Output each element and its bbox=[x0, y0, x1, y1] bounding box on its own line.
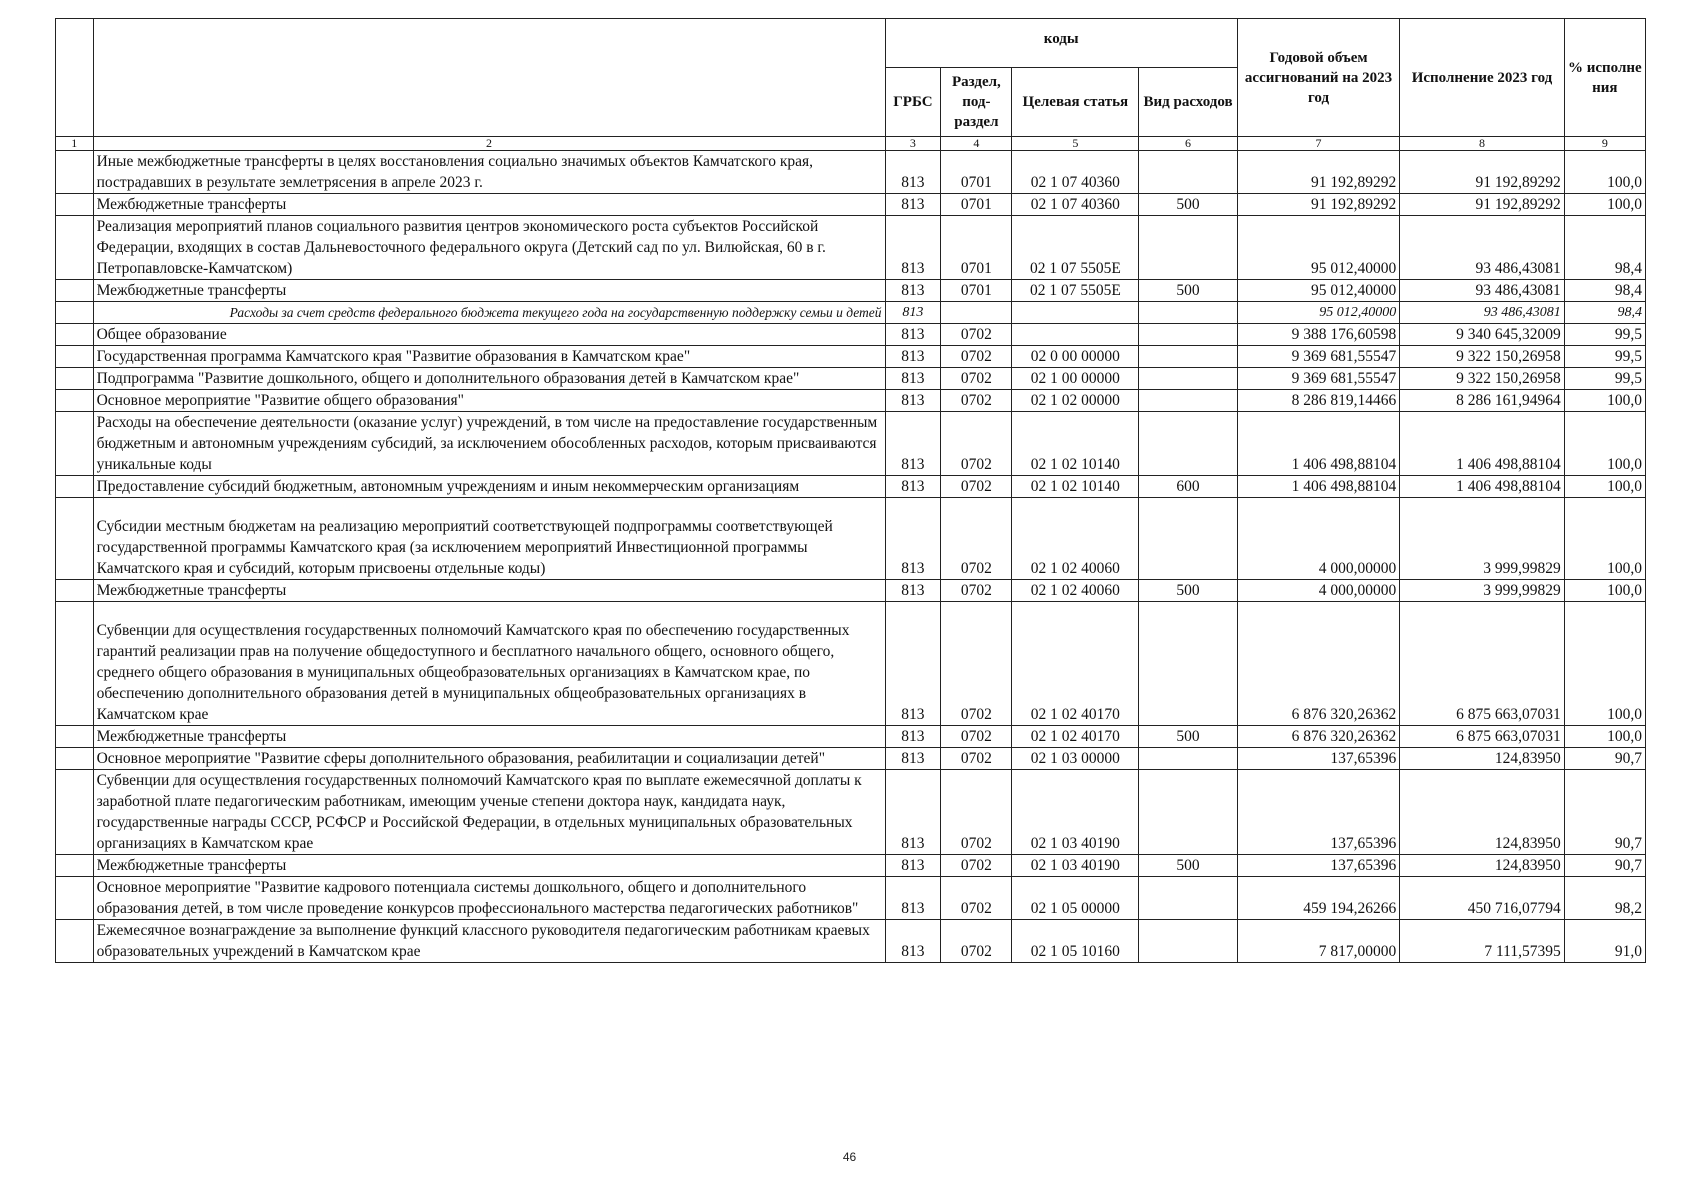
row-annual-amount: 459 194,26266 bbox=[1237, 877, 1399, 920]
row-index-cell bbox=[56, 324, 94, 346]
row-expense-type: 500 bbox=[1139, 726, 1237, 748]
row-execution-percent: 100,0 bbox=[1564, 580, 1645, 602]
row-execution-amount: 124,83950 bbox=[1400, 748, 1564, 770]
table-row bbox=[56, 602, 1646, 726]
row-grbs: 813 bbox=[885, 390, 941, 412]
row-name: Подпрограмма "Развитие дошкольного, общего и дополнительного образования детей в Камчатском крае" bbox=[93, 368, 885, 390]
column-number: 6 bbox=[1139, 137, 1237, 151]
row-execution-amount: 93 486,43081 bbox=[1400, 302, 1564, 324]
table-row bbox=[56, 877, 1646, 920]
table-row bbox=[56, 748, 1646, 770]
header-annual: Годовой объем ассигнований на 2023 год bbox=[1237, 19, 1399, 137]
row-grbs: 813 bbox=[885, 151, 941, 194]
row-execution-percent: 100,0 bbox=[1564, 390, 1645, 412]
row-section: 0701 bbox=[941, 280, 1012, 302]
row-execution-amount: 93 486,43081 bbox=[1400, 280, 1564, 302]
table-row bbox=[56, 346, 1646, 368]
row-target-article: 02 1 02 10140 bbox=[1012, 476, 1139, 498]
table-row bbox=[56, 476, 1646, 498]
row-grbs: 813 bbox=[885, 920, 941, 963]
row-execution-percent: 98,4 bbox=[1564, 216, 1645, 280]
row-expense-type bbox=[1139, 920, 1237, 963]
row-annual-amount: 91 192,89292 bbox=[1237, 194, 1399, 216]
row-expense-type: 500 bbox=[1139, 855, 1237, 877]
row-name: Общее образование bbox=[93, 324, 885, 346]
row-name: Межбюджетные трансферты bbox=[93, 580, 885, 602]
row-annual-amount: 9 369 681,55547 bbox=[1237, 346, 1399, 368]
row-execution-amount: 3 999,99829 bbox=[1400, 580, 1564, 602]
row-grbs: 813 bbox=[885, 280, 941, 302]
header-name bbox=[93, 19, 885, 137]
row-expense-type bbox=[1139, 324, 1237, 346]
row-grbs: 813 bbox=[885, 602, 941, 726]
column-number: 8 bbox=[1400, 137, 1564, 151]
row-index-cell bbox=[56, 151, 94, 194]
row-name: Межбюджетные трансферты bbox=[93, 855, 885, 877]
row-grbs: 813 bbox=[885, 346, 941, 368]
row-target-article: 02 1 03 00000 bbox=[1012, 748, 1139, 770]
row-execution-amount: 7 111,57395 bbox=[1400, 920, 1564, 963]
row-name: Субвенции для осуществления государственных полномочий Камчатского края по выплате ежемесячной доплаты к заработной плате педагогическим работникам, имеющим ученые степени доктора наук, кандидата наук, государственные награды СССР, РСФСР и Российской Федерации, в отдельных муниципальных образовательных организациях в Камчатском крае bbox=[93, 770, 885, 855]
row-annual-amount: 9 369 681,55547 bbox=[1237, 368, 1399, 390]
row-index-cell bbox=[56, 770, 94, 855]
row-index-cell bbox=[56, 580, 94, 602]
row-annual-amount: 137,65396 bbox=[1237, 748, 1399, 770]
row-execution-amount: 8 286 161,94964 bbox=[1400, 390, 1564, 412]
row-grbs: 813 bbox=[885, 194, 941, 216]
row-grbs: 813 bbox=[885, 412, 941, 476]
header-section: Раздел, под-раздел bbox=[941, 68, 1012, 137]
table-row bbox=[56, 770, 1646, 855]
row-target-article: 02 1 02 40060 bbox=[1012, 498, 1139, 580]
row-section: 0701 bbox=[941, 151, 1012, 194]
header-codes-group: коды bbox=[885, 19, 1237, 68]
row-execution-amount: 3 999,99829 bbox=[1400, 498, 1564, 580]
row-expense-type: 600 bbox=[1139, 476, 1237, 498]
row-section: 0702 bbox=[941, 920, 1012, 963]
row-expense-type bbox=[1139, 602, 1237, 726]
row-section bbox=[941, 302, 1012, 324]
row-execution-percent: 98,4 bbox=[1564, 280, 1645, 302]
row-annual-amount: 7 817,00000 bbox=[1237, 920, 1399, 963]
row-section: 0702 bbox=[941, 726, 1012, 748]
row-grbs: 813 bbox=[885, 216, 941, 280]
row-execution-percent: 90,7 bbox=[1564, 770, 1645, 855]
row-target-article: 02 1 07 5505Е bbox=[1012, 280, 1139, 302]
row-target-article: 02 1 03 40190 bbox=[1012, 770, 1139, 855]
table-row bbox=[56, 280, 1646, 302]
row-execution-amount: 6 875 663,07031 bbox=[1400, 726, 1564, 748]
row-execution-percent: 100,0 bbox=[1564, 726, 1645, 748]
row-grbs: 813 bbox=[885, 877, 941, 920]
header-index bbox=[56, 19, 94, 137]
row-execution-amount: 9 322 150,26958 bbox=[1400, 368, 1564, 390]
table-row bbox=[56, 390, 1646, 412]
row-name: Межбюджетные трансферты bbox=[93, 194, 885, 216]
row-annual-amount: 95 012,40000 bbox=[1237, 216, 1399, 280]
row-name: Реализация мероприятий планов социального развития центров экономического роста субъектов Российской Федерации, входящих в состав Дальневосточного федерального округа (Детский сад по ул. Вилюйская, 60 в г. Петропавловске-Камчатском) bbox=[93, 216, 885, 280]
row-name: Расходы на обеспечение деятельности (оказание услуг) учреждений, в том числе на предоставление государственным бюджетным и автономным учреждениям субсидий, за исключением обособленных расходов, которым присваиваются уникальные коды bbox=[93, 412, 885, 476]
row-annual-amount: 4 000,00000 bbox=[1237, 580, 1399, 602]
row-annual-amount: 9 388 176,60598 bbox=[1237, 324, 1399, 346]
row-grbs: 813 bbox=[885, 476, 941, 498]
row-name: Субсидии местным бюджетам на реализацию мероприятий соответствующей подпрограммы соответствующей государственной программы Камчатского края (за исключением мероприятий Инвестиционной программы Камчатского края и субсидий, которым присвоены отдельные коды) bbox=[93, 498, 885, 580]
column-numbers-row bbox=[56, 137, 1646, 151]
row-index-cell bbox=[56, 920, 94, 963]
row-index-cell bbox=[56, 194, 94, 216]
row-index-cell bbox=[56, 855, 94, 877]
row-target-article: 02 1 05 10160 bbox=[1012, 920, 1139, 963]
row-annual-amount: 137,65396 bbox=[1237, 855, 1399, 877]
row-execution-percent: 90,7 bbox=[1564, 748, 1645, 770]
row-target-article: 02 1 07 5505Е bbox=[1012, 216, 1139, 280]
row-grbs: 813 bbox=[885, 580, 941, 602]
table-row bbox=[56, 498, 1646, 580]
row-index-cell bbox=[56, 302, 94, 324]
row-name: Ежемесячное вознаграждение за выполнение функций классного руководителя педагогическим работникам краевых образовательных учреждений в Камчатском крае bbox=[93, 920, 885, 963]
row-execution-amount: 1 406 498,88104 bbox=[1400, 412, 1564, 476]
row-target-article: 02 1 02 10140 bbox=[1012, 412, 1139, 476]
row-annual-amount: 137,65396 bbox=[1237, 770, 1399, 855]
row-execution-amount: 124,83950 bbox=[1400, 855, 1564, 877]
row-target-article bbox=[1012, 324, 1139, 346]
row-target-article: 02 1 07 40360 bbox=[1012, 194, 1139, 216]
row-name: Основное мероприятие "Развитие кадрового потенциала системы дошкольного, общего и дополнительного образования детей, в том числе проведение конкурсов профессионального мастерства педагогических работников" bbox=[93, 877, 885, 920]
row-section: 0702 bbox=[941, 602, 1012, 726]
row-index-cell bbox=[56, 748, 94, 770]
row-section: 0702 bbox=[941, 770, 1012, 855]
row-section: 0702 bbox=[941, 368, 1012, 390]
table-row bbox=[56, 216, 1646, 280]
row-section: 0702 bbox=[941, 498, 1012, 580]
row-execution-amount: 124,83950 bbox=[1400, 770, 1564, 855]
row-name: Основное мероприятие "Развитие сферы дополнительного образования, реабилитации и социализации детей" bbox=[93, 748, 885, 770]
row-section: 0702 bbox=[941, 412, 1012, 476]
row-execution-percent: 99,5 bbox=[1564, 324, 1645, 346]
row-index-cell bbox=[56, 412, 94, 476]
row-execution-percent: 100,0 bbox=[1564, 498, 1645, 580]
row-execution-percent: 99,5 bbox=[1564, 346, 1645, 368]
row-execution-amount: 6 875 663,07031 bbox=[1400, 602, 1564, 726]
row-execution-percent: 100,0 bbox=[1564, 194, 1645, 216]
row-expense-type: 500 bbox=[1139, 280, 1237, 302]
row-section: 0702 bbox=[941, 748, 1012, 770]
column-number: 1 bbox=[56, 137, 94, 151]
row-target-article: 02 1 03 40190 bbox=[1012, 855, 1139, 877]
row-execution-amount: 91 192,89292 bbox=[1400, 151, 1564, 194]
row-annual-amount: 8 286 819,14466 bbox=[1237, 390, 1399, 412]
row-expense-type bbox=[1139, 498, 1237, 580]
row-annual-amount: 1 406 498,88104 bbox=[1237, 412, 1399, 476]
column-number: 5 bbox=[1012, 137, 1139, 151]
header-expense-type: Вид расходов bbox=[1139, 68, 1237, 137]
row-index-cell bbox=[56, 498, 94, 580]
document-page bbox=[55, 18, 1646, 963]
table-row bbox=[56, 855, 1646, 877]
row-target-article: 02 0 00 00000 bbox=[1012, 346, 1139, 368]
row-target-article: 02 1 02 40170 bbox=[1012, 726, 1139, 748]
row-name: Межбюджетные трансферты bbox=[93, 726, 885, 748]
row-target-article: 02 1 02 40170 bbox=[1012, 602, 1139, 726]
row-execution-percent: 91,0 bbox=[1564, 920, 1645, 963]
row-name: Субвенции для осуществления государственных полномочий Камчатского края по обеспечению государственных гарантий реализации прав на получение общедоступного и бесплатного начального общего, основного общего, среднего общего образования в муниципальных общеобразовательных организациях в Камчатском крае, по обеспечению дополнительного образования детей в муниципальных общеобразовательных организациях в Камчатском крае bbox=[93, 602, 885, 726]
table-row bbox=[56, 151, 1646, 194]
row-index-cell bbox=[56, 726, 94, 748]
header-percent: % исполне ния bbox=[1564, 19, 1645, 137]
row-execution-amount: 91 192,89292 bbox=[1400, 194, 1564, 216]
row-grbs: 813 bbox=[885, 748, 941, 770]
row-expense-type bbox=[1139, 770, 1237, 855]
row-annual-amount: 91 192,89292 bbox=[1237, 151, 1399, 194]
row-expense-type bbox=[1139, 368, 1237, 390]
row-execution-amount: 9 340 645,32009 bbox=[1400, 324, 1564, 346]
row-section: 0701 bbox=[941, 194, 1012, 216]
row-execution-percent: 98,2 bbox=[1564, 877, 1645, 920]
row-annual-amount: 95 012,40000 bbox=[1237, 280, 1399, 302]
row-expense-type bbox=[1139, 390, 1237, 412]
row-annual-amount: 95 012,40000 bbox=[1237, 302, 1399, 324]
row-index-cell bbox=[56, 216, 94, 280]
row-expense-type bbox=[1139, 216, 1237, 280]
table-row bbox=[56, 920, 1646, 963]
table-body bbox=[56, 151, 1646, 963]
row-index-cell bbox=[56, 368, 94, 390]
row-grbs: 813 bbox=[885, 368, 941, 390]
row-annual-amount: 4 000,00000 bbox=[1237, 498, 1399, 580]
row-index-cell bbox=[56, 390, 94, 412]
row-expense-type: 500 bbox=[1139, 580, 1237, 602]
row-execution-percent: 99,5 bbox=[1564, 368, 1645, 390]
row-name: Межбюджетные трансферты bbox=[93, 280, 885, 302]
row-execution-percent: 100,0 bbox=[1564, 476, 1645, 498]
header-execution: Исполнение 2023 год bbox=[1400, 19, 1564, 137]
page-number: 46 bbox=[842, 1150, 857, 1164]
row-grbs: 813 bbox=[885, 855, 941, 877]
header-target: Целевая статья bbox=[1012, 68, 1139, 137]
row-expense-type bbox=[1139, 302, 1237, 324]
row-section: 0702 bbox=[941, 476, 1012, 498]
row-execution-percent: 90,7 bbox=[1564, 855, 1645, 877]
row-annual-amount: 1 406 498,88104 bbox=[1237, 476, 1399, 498]
table-row bbox=[56, 412, 1646, 476]
row-target-article: 02 1 02 40060 bbox=[1012, 580, 1139, 602]
row-target-article: 02 1 05 00000 bbox=[1012, 877, 1139, 920]
row-execution-amount: 1 406 498,88104 bbox=[1400, 476, 1564, 498]
row-expense-type bbox=[1139, 151, 1237, 194]
row-index-cell bbox=[56, 602, 94, 726]
row-annual-amount: 6 876 320,26362 bbox=[1237, 602, 1399, 726]
row-grbs: 813 bbox=[885, 324, 941, 346]
table-row bbox=[56, 302, 1646, 324]
row-index-cell bbox=[56, 346, 94, 368]
row-section: 0702 bbox=[941, 855, 1012, 877]
row-expense-type bbox=[1139, 877, 1237, 920]
row-index-cell bbox=[56, 280, 94, 302]
row-execution-amount: 93 486,43081 bbox=[1400, 216, 1564, 280]
row-target-article: 02 1 07 40360 bbox=[1012, 151, 1139, 194]
row-grbs: 813 bbox=[885, 498, 941, 580]
row-expense-type bbox=[1139, 346, 1237, 368]
table-row bbox=[56, 194, 1646, 216]
row-expense-type bbox=[1139, 412, 1237, 476]
row-index-cell bbox=[56, 877, 94, 920]
row-execution-amount: 450 716,07794 bbox=[1400, 877, 1564, 920]
row-name: Иные межбюджетные трансферты в целях восстановления социально значимых объектов Камчатского края, пострадавших в результате землетрясения в апреле 2023 г. bbox=[93, 151, 885, 194]
row-section: 0702 bbox=[941, 580, 1012, 602]
row-section: 0702 bbox=[941, 324, 1012, 346]
row-expense-type bbox=[1139, 748, 1237, 770]
budget-table bbox=[55, 18, 1646, 963]
row-name: Государственная программа Камчатского края "Развитие образования в Камчатском крае" bbox=[93, 346, 885, 368]
table-row bbox=[56, 580, 1646, 602]
column-number: 9 bbox=[1564, 137, 1645, 151]
row-section: 0702 bbox=[941, 346, 1012, 368]
table-row bbox=[56, 324, 1646, 346]
row-section: 0702 bbox=[941, 390, 1012, 412]
row-target-article bbox=[1012, 302, 1139, 324]
column-number: 2 bbox=[93, 137, 885, 151]
row-annual-amount: 6 876 320,26362 bbox=[1237, 726, 1399, 748]
row-execution-percent: 100,0 bbox=[1564, 412, 1645, 476]
table-row bbox=[56, 368, 1646, 390]
row-name: Основное мероприятие "Развитие общего образования" bbox=[93, 390, 885, 412]
row-name: Расходы за счет средств федерального бюджета текущего года на государственную поддержку семьи и детей bbox=[93, 302, 885, 324]
row-grbs: 813 bbox=[885, 770, 941, 855]
row-execution-percent: 100,0 bbox=[1564, 151, 1645, 194]
row-section: 0701 bbox=[941, 216, 1012, 280]
row-index-cell bbox=[56, 476, 94, 498]
row-execution-percent: 98,4 bbox=[1564, 302, 1645, 324]
column-number: 3 bbox=[885, 137, 941, 151]
row-section: 0702 bbox=[941, 877, 1012, 920]
row-expense-type: 500 bbox=[1139, 194, 1237, 216]
row-target-article: 02 1 02 00000 bbox=[1012, 390, 1139, 412]
header-grbs: ГРБС bbox=[885, 68, 941, 137]
row-execution-amount: 9 322 150,26958 bbox=[1400, 346, 1564, 368]
table-row bbox=[56, 726, 1646, 748]
row-execution-percent: 100,0 bbox=[1564, 602, 1645, 726]
column-number: 7 bbox=[1237, 137, 1399, 151]
column-number: 4 bbox=[941, 137, 1012, 151]
row-target-article: 02 1 00 00000 bbox=[1012, 368, 1139, 390]
row-grbs: 813 bbox=[885, 302, 941, 324]
row-name: Предоставление субсидий бюджетным, автономным учреждениям и иным некоммерческим организациям bbox=[93, 476, 885, 498]
row-grbs: 813 bbox=[885, 726, 941, 748]
